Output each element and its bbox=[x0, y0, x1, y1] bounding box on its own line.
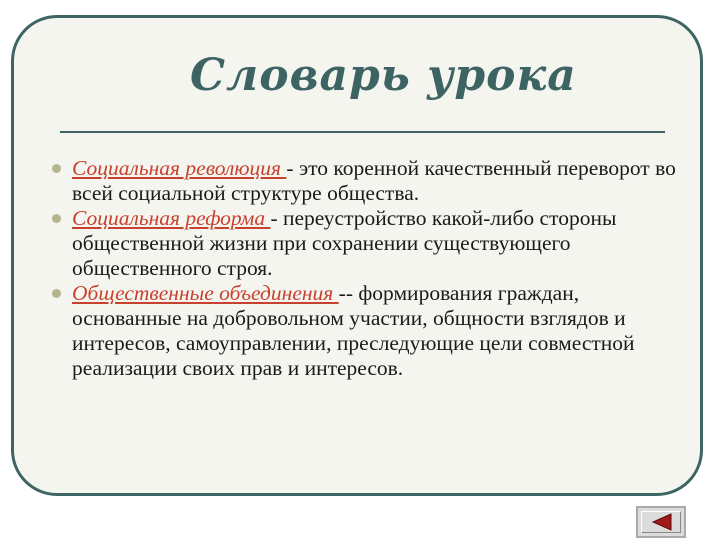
bullet-icon bbox=[52, 289, 61, 298]
glossary-term: Социальная реформа bbox=[72, 206, 271, 230]
glossary-item bbox=[52, 206, 677, 281]
back-button[interactable] bbox=[636, 506, 686, 538]
glossary-list bbox=[52, 156, 677, 381]
glossary-term: Общественные объединения bbox=[72, 281, 339, 305]
glossary-item bbox=[52, 281, 677, 381]
bullet-icon bbox=[52, 164, 61, 173]
glossary-definition: - переустройство какой-либо стороны общественной жизни при сохранении существующего общественного строя. bbox=[72, 206, 617, 280]
glossary-term: Социальная революция bbox=[72, 156, 287, 180]
glossary-definition: -- формирования граждан, основанные на добровольном участии, общности взглядов и интересов, самоуправлении, преследующие цели совместной реализации своих прав и интересов. bbox=[72, 281, 635, 380]
bullet-icon bbox=[52, 214, 61, 223]
title-divider bbox=[60, 131, 665, 133]
triangle-left-icon bbox=[651, 513, 673, 531]
slide-title: Словарь урока bbox=[190, 50, 577, 101]
glossary-item bbox=[52, 156, 677, 206]
glossary-definition: - это коренной качественный переворот во всей социальной структуре общества. bbox=[72, 156, 676, 205]
